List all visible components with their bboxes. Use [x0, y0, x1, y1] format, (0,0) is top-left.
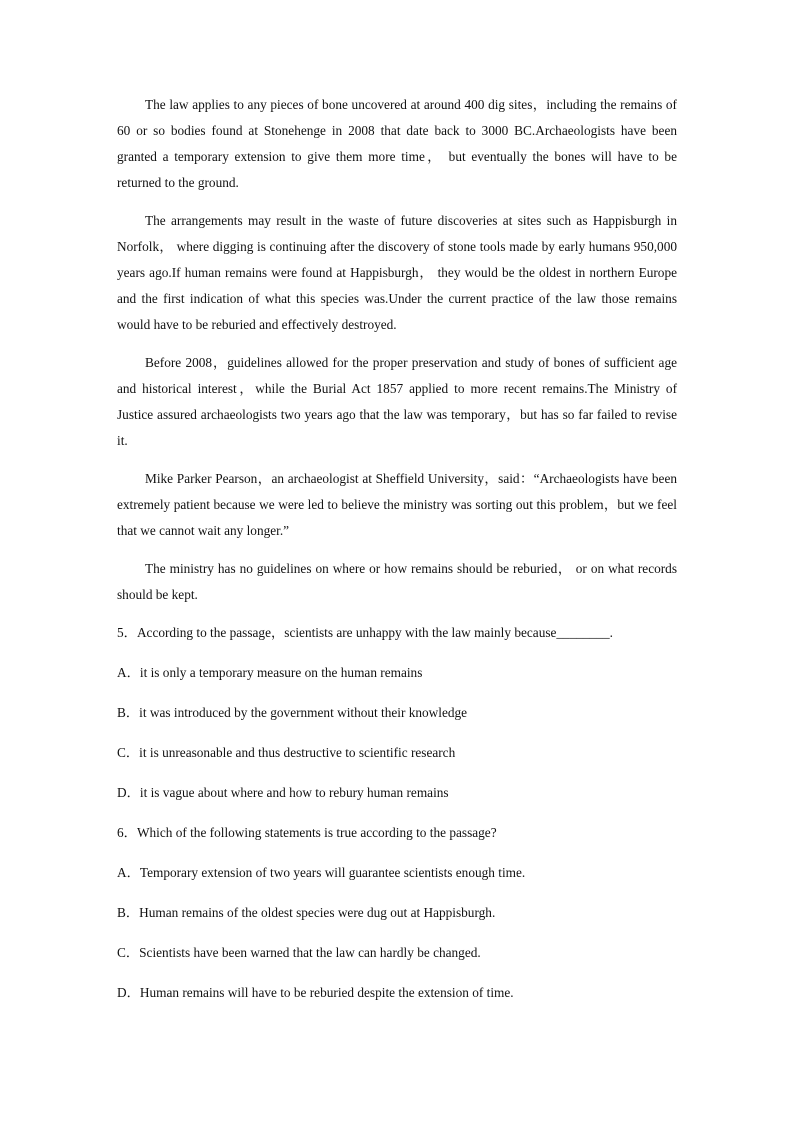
question-5-option-d: D．it is vague about where and how to rebury human remains	[117, 785, 449, 800]
question-6	[117, 820, 677, 1006]
document-page	[117, 92, 677, 1020]
question-6-stem: 6．Which of the following statements is true according to the passage?	[117, 825, 497, 840]
question-6-option-b: B．Human remains of the oldest species were dug out at Happisburgh.	[117, 905, 496, 920]
question-6-option-c: C．Scientists have been warned that the law can hardly be changed.	[117, 945, 481, 960]
question-6-option-a: A．Temporary extension of two years will guarantee scientists enough time.	[117, 865, 526, 880]
question-5-option-a: A．it is only a temporary measure on the human remains	[117, 665, 423, 680]
passage-paragraph-1: The law applies to any pieces of bone uncovered at around 400 dig sites，including the remains of 60 or so bodies found at Stonehenge in 2008 that date back to 3000 BC.Archaeologists have been granted a temporary extension to give them more time， but eventually the bones will have to be returned to the ground.	[117, 97, 677, 190]
question-5-stem: 5．According to the passage，scientists are unhappy with the law mainly because________.	[117, 625, 613, 640]
passage-paragraph-5: The ministry has no guidelines on where or how remains should be reburied， or on what records should be kept.	[117, 561, 677, 602]
passage-paragraph-2: The arrangements may result in the waste of future discoveries at sites such as Happisburgh in Norfolk， where digging is continuing after the discovery of stone tools made by early humans 950,000 years ago.If human remains were found at Happisburgh， they would be the oldest in northern Europe and the first indication of what this species was.Under the current practice of the law those remains would have to be reburied and effectively destroyed.	[117, 213, 677, 332]
passage-paragraph-3: Before 2008，guidelines allowed for the proper preservation and study of bones of sufficient age and historical interest，while the Burial Act 1857 applied to more recent remains.The Ministry of Justice assured archaeologists two years ago that the law was temporary，but has so far failed to revise it.	[117, 355, 677, 448]
passage-paragraph-4: Mike Parker Pearson，an archaeologist at Sheffield University，said：“Archaeologists have been extremely patient because we were led to believe the ministry was sorting out this problem，but we feel that we cannot wait any longer.”	[117, 471, 677, 538]
question-6-option-d: D．Human remains will have to be reburied despite the extension of time.	[117, 985, 514, 1000]
passage	[117, 92, 677, 608]
question-5-option-b: B．it was introduced by the government without their knowledge	[117, 705, 468, 720]
question-5-option-c: C．it is unreasonable and thus destructive to scientific research	[117, 745, 456, 760]
question-5	[117, 620, 677, 806]
